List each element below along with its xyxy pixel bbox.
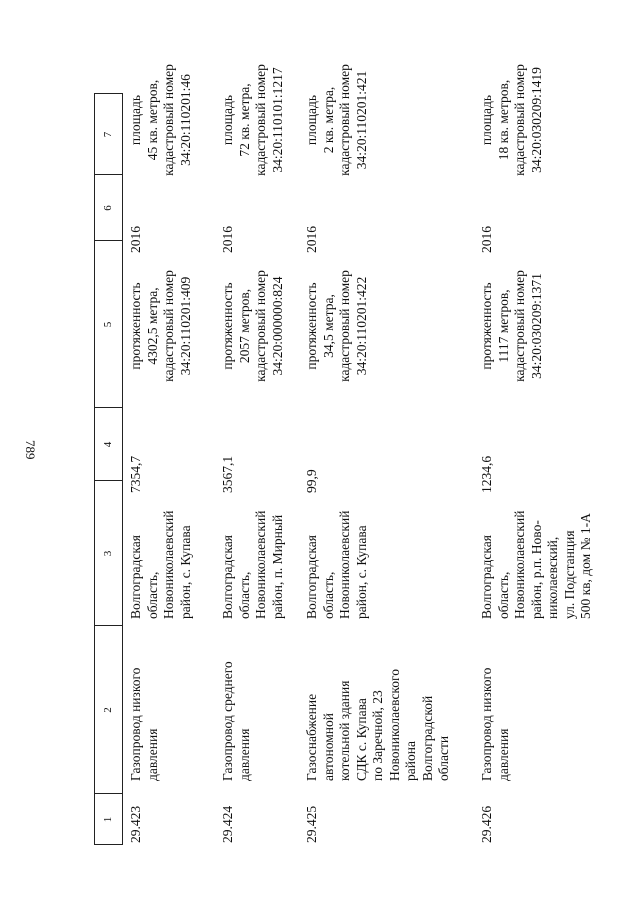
object-name (220, 619, 253, 781)
object-year: 2016 (220, 226, 235, 253)
text-line: Волгоградская (220, 535, 235, 619)
object-name (128, 619, 161, 781)
text-line: площадь (128, 94, 143, 146)
object-name (304, 619, 453, 781)
object-address (220, 479, 286, 619)
text-line: район, с. Купава (353, 525, 369, 619)
text-line: 34:20:110201:421 (353, 70, 369, 170)
text-line: площадь (220, 94, 235, 146)
text-line: по Заречной, 23 (370, 690, 385, 781)
property-table (94, 64, 614, 845)
object-name (479, 619, 512, 781)
text-line: николаевский, (545, 536, 560, 619)
text-line: область, (236, 571, 252, 619)
text-line: протяженность (128, 282, 143, 370)
text-line: Новониколаевский (253, 510, 268, 619)
object-area (479, 35, 545, 205)
text-line: давления (144, 728, 160, 781)
text-line: 2057 метров, (236, 288, 252, 364)
text-line: 34:20:110101:1217 (269, 67, 285, 173)
object-length (220, 241, 286, 411)
column-number: 1 (102, 816, 114, 823)
text-line: область, (144, 571, 160, 619)
text-line: автономной (320, 713, 336, 781)
text-line: 45 кв. метров, (144, 79, 160, 161)
row-number: 29.426 (479, 805, 494, 843)
text-line: кадастровый номер (253, 64, 268, 176)
text-line: Газопровод низкого (128, 667, 143, 781)
text-line: протяженность (220, 282, 235, 370)
text-line: 2 кв. метра, (320, 86, 336, 154)
column-number: 2 (102, 707, 114, 713)
object-length (304, 241, 370, 411)
column-number: 7 (102, 131, 114, 138)
text-line: протяженность (304, 282, 319, 370)
table-top-rule (94, 93, 95, 845)
text-line: 500 кв, дом № 1-А (578, 513, 593, 619)
object-area (304, 35, 370, 205)
text-line: Газопровод среднего (220, 661, 235, 781)
column-number: 5 (102, 321, 114, 328)
text-line: Волгоградская (479, 535, 494, 619)
text-line: давления (495, 728, 511, 781)
table-header-rule (122, 93, 123, 845)
text-line: 34,5 метра, (320, 294, 336, 358)
object-value: 7354,7 (128, 455, 143, 493)
text-line: Новониколаевский (512, 510, 527, 619)
text-line: Новониколаевского (386, 668, 402, 781)
object-value: 99,9 (304, 469, 319, 493)
text-line: 34:20:110201:409 (177, 276, 193, 376)
object-length (128, 241, 194, 411)
page-number: 789 (23, 440, 38, 460)
text-line: котельной здания (337, 680, 352, 781)
text-line: район, п. Мирный (269, 514, 285, 619)
object-address (304, 479, 370, 619)
text-line: область, (320, 571, 336, 619)
text-line: область, (495, 571, 511, 619)
text-line: кадастровый номер (253, 270, 268, 382)
text-line: Волгоградской (419, 695, 435, 781)
text-line: 34:20:110201:46 (177, 74, 193, 166)
text-line: 1117 метров, (495, 289, 511, 363)
object-year: 2016 (479, 226, 494, 253)
text-line: Волгоградская (304, 535, 319, 619)
text-line: СДК с. Купава (353, 698, 369, 781)
text-line: кадастровый номер (512, 270, 527, 382)
text-line: Газоснабжение (304, 693, 319, 781)
row-number: 29.424 (220, 805, 235, 843)
text-line: кадастровый номер (337, 270, 352, 382)
object-value: 3567,1 (220, 455, 235, 493)
text-line: 4302,5 метра, (144, 287, 160, 365)
text-line: района (403, 741, 418, 781)
text-line: давления (236, 728, 252, 781)
text-line: 34:20:030209:1371 (528, 273, 544, 379)
text-line: Волгоградская (128, 535, 143, 619)
object-length (479, 241, 545, 411)
text-line: 34:20:030209:1419 (528, 67, 544, 173)
object-year: 2016 (128, 226, 143, 253)
object-address (479, 479, 595, 619)
text-line: кадастровый номер (161, 270, 176, 382)
text-line: области (436, 735, 451, 781)
text-line: площадь (304, 94, 319, 146)
object-year: 2016 (304, 226, 319, 253)
object-area (220, 35, 286, 205)
column-number: 4 (102, 441, 114, 448)
text-line: район, с. Купава (177, 525, 193, 619)
text-line: 34:20:000000:824 (269, 276, 285, 376)
object-value: 1234,6 (479, 455, 494, 493)
text-line: Новониколаевский (161, 510, 176, 619)
text-line: район, р.п. Ново- (528, 520, 544, 619)
text-line: кадастровый номер (337, 64, 352, 176)
object-area (128, 35, 194, 205)
text-line: ул. Подстанция (561, 530, 577, 619)
text-line: Газопровод низкого (479, 667, 494, 781)
text-line: 72 кв. метра, (236, 83, 252, 157)
text-line: площадь (479, 94, 494, 146)
row-number: 29.425 (304, 805, 319, 843)
column-number: 3 (102, 550, 114, 557)
text-line: 34:20:110201:422 (353, 276, 369, 376)
text-line: Новониколаевский (337, 510, 352, 619)
text-line: 18 кв. метров, (495, 79, 511, 161)
column-number: 6 (102, 205, 114, 211)
row-number: 29.423 (128, 805, 143, 843)
text-line: кадастровый номер (512, 64, 527, 176)
text-line: кадастровый номер (161, 64, 176, 176)
text-line: протяженность (479, 282, 494, 370)
object-address (128, 479, 194, 619)
